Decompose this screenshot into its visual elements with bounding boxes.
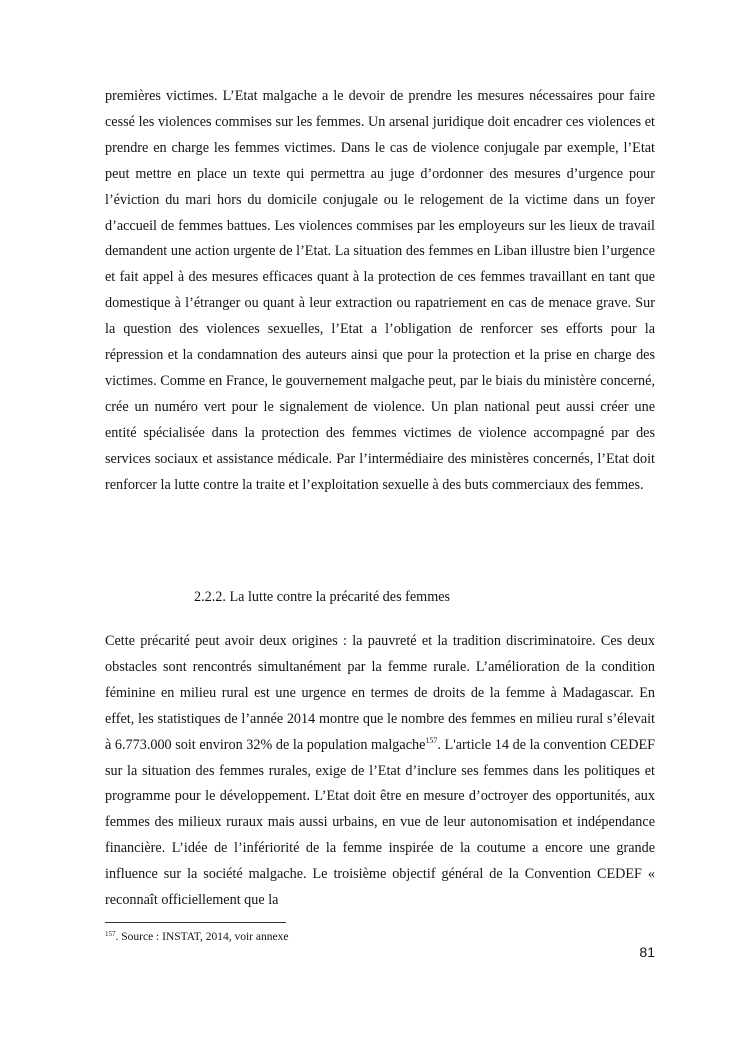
footnote-text: . Source : INSTAT, 2014, voir annexe xyxy=(115,931,289,943)
page-number: 81 xyxy=(639,944,655,960)
footnote-number: 157 xyxy=(105,930,116,938)
paragraph-2-text-after-note: . L'article 14 de la convention CEDEF sur la situation des femmes rurales, exige de l’Etat d’inclure ses femmes dans les politiques et programme pour le développement. L’Etat doit être en mesure d’octroyer des opportunités, aux femmes des milieux ruraux mais aussi urbains, en vue de leur autonomisation et indépendance financière. L’idée de l’infériorité de la femme inspirée de la coutume a encore une grande influence sur la société malgache. Le troisième objectif général de la Convention CEDEF « reconnaît officiellement que la xyxy=(105,736,656,909)
footnote xyxy=(105,929,288,945)
paragraph-2-text-before-note: Cette précarité peut avoir deux origines : la pauvreté et la tradition discriminatoire. Ces deux obstacles sont rencontrés simultanément par la femme rurale. L’amélioration de la condition féminine en milieu rural est une urgence en termes de droits de la femme à Madagascar. En effet, les statistiques de l’année 2014 montre que le nombre des femmes en milieu rural s’élevait à 6.773.000 soit environ 32% de la population malgache xyxy=(105,633,655,753)
section-heading: 2.2.2. La lutte contre la précarité des femmes xyxy=(194,589,451,605)
footnote-separator xyxy=(105,922,286,923)
footnote-reference[interactable]: 157 xyxy=(425,735,438,745)
body-paragraph-2 xyxy=(105,629,655,914)
body-paragraph-1: premières victimes. L’Etat malgache a le devoir de prendre les mesures nécessaires pour faire cessé les violences commises sur les femmes. Un arsenal juridique doit encadrer ces violences et prendre en charge les femmes victimes. Dans le cas de violence conjugale par exemple, l’Etat peut mettre en place un texte qui permettra au juge d’ordonner des mesures d’urgence pour l’éviction du mari hors du domicile conjugale ou le relogement de la victime dans un foyer d’accueil de femmes battues. Les violences commises par les employeurs sur les lieux de travail demandent une action urgente de l’Etat. La situation des femmes en Liban illustre bien l’urgence et fait appel à des mesures efficaces quant à la protection de ces femmes travaillant en tant que domestique à l’étranger ou quant à leur extraction ou rapatriement en cas de menace grave. Sur la question des violences sexuelles, l’Etat a l’obligation de renforcer ses efforts pour la répression et la condamnation des auteurs ainsi que pour la protection et la prise en charge des victimes. Comme en France, le gouvernement malgache peut, par le biais du ministère concerné, crée un numéro vert pour le signalement de violence. Un plan national peut aussi créer une entité spécialisée dans la protection des femmes victimes de violence accompagné par des services sociaux et assistance médicale. Par l’intermédiaire des ministères concernés, l’Etat doit renforcer la lutte contre la traite et l’exploitation sexuelle à des buts commerciaux des femmes. xyxy=(105,88,655,493)
